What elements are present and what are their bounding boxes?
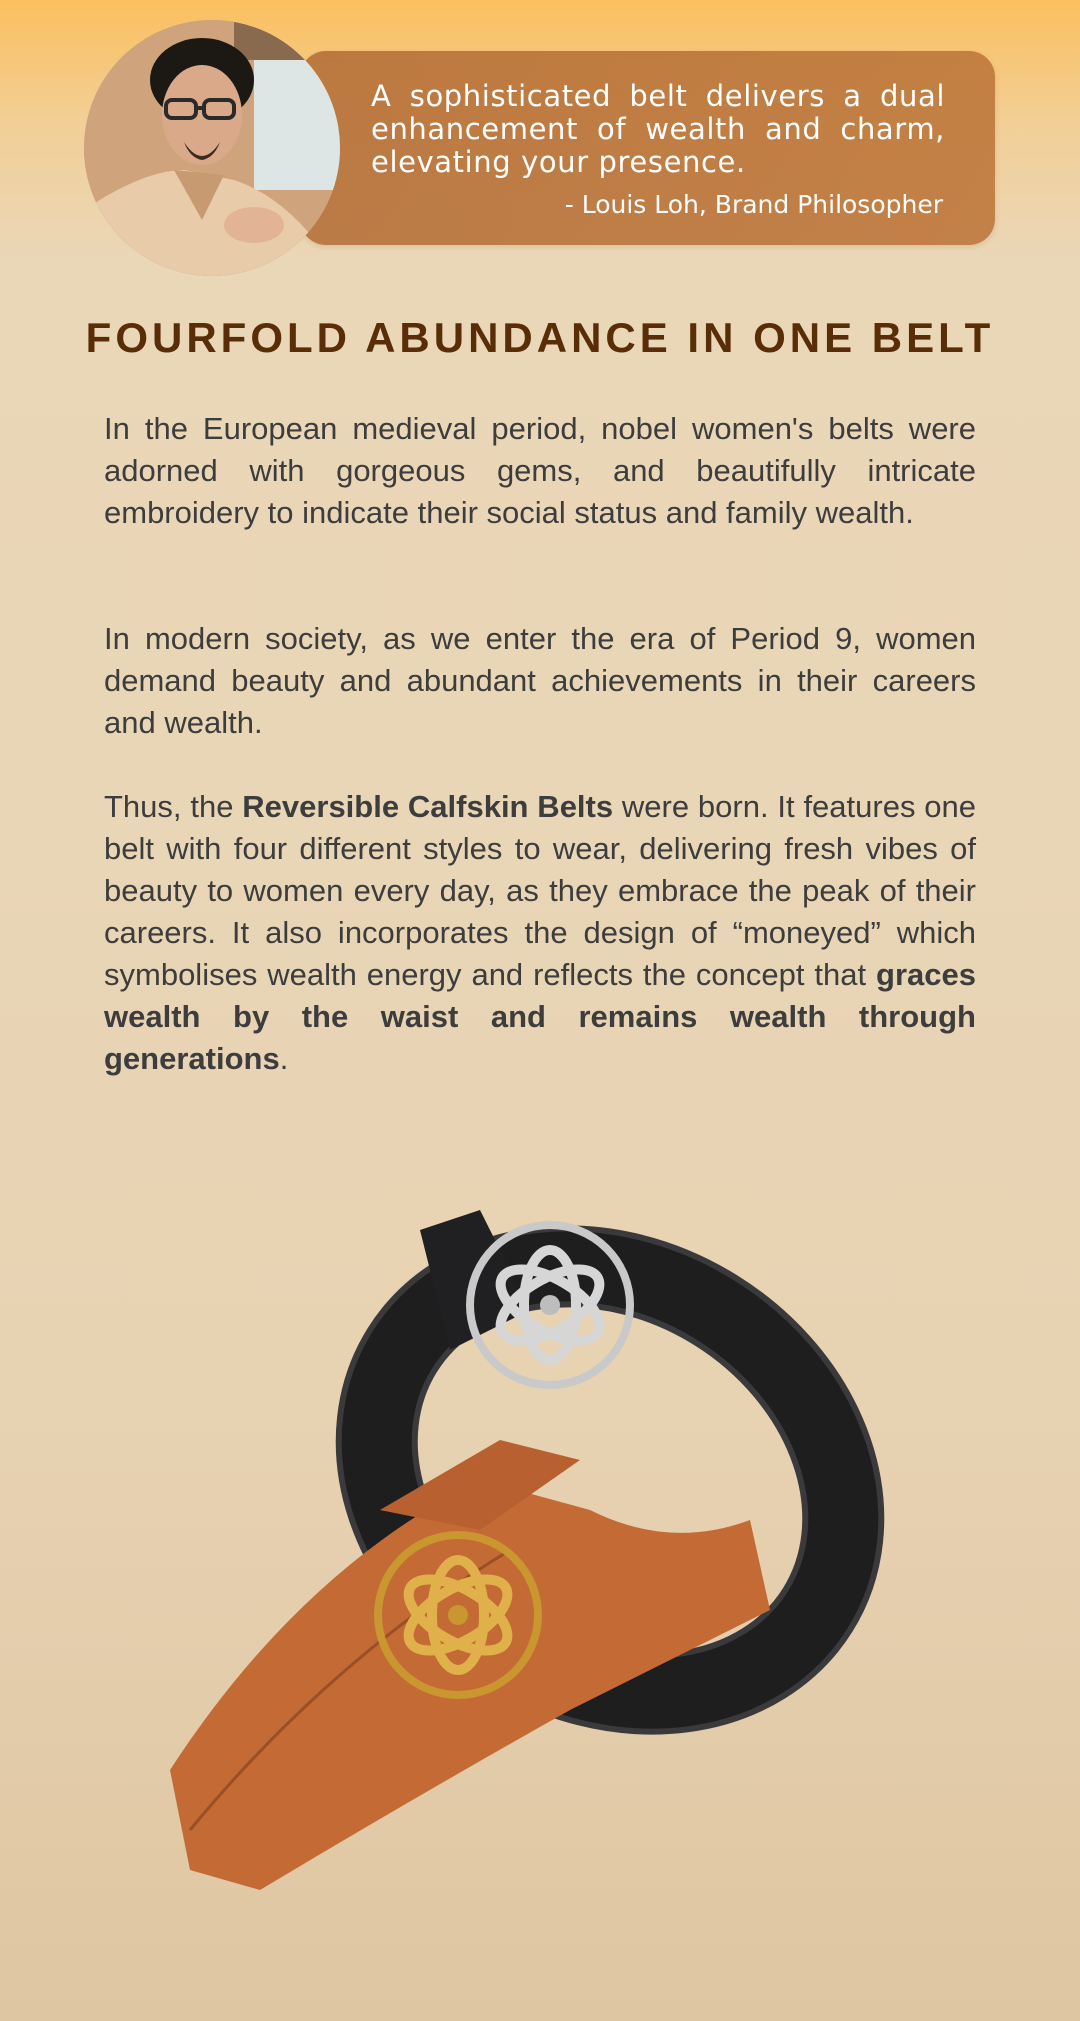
p3-text-1: Thus, the	[104, 789, 243, 824]
section-heading: FOURFOLD ABUNDANCE IN ONE BELT	[85, 314, 995, 361]
paragraph-medieval: In the European medieval period, nobel women's belts were adorned with gorgeous gems, and beautifully intricate embroidery to indicate their social status and family wealth.	[104, 411, 976, 530]
p3-text-3: .	[279, 1041, 289, 1076]
quote-text: A sophisticated belt delivers a dual enhancement of wealth and charm, elevating your presence.	[371, 79, 945, 179]
quote-author: - Louis Loh, Brand Philosopher	[564, 190, 943, 219]
concept-highlight: graces wealth by the waist and remains wealth through generations	[104, 957, 976, 1076]
paragraph-product	[104, 786, 976, 1080]
p3-text-2: were born. It features one belt with four different styles to wear, delivering fresh vibes of beauty to women every day, as they embrace the peak of their careers. It also incorporates the design of “moneyed” which symbolises wealth energy and reflects the concept that	[104, 789, 976, 992]
paragraph-modern: In modern society, as we enter the era of Period 9, women demand beauty and abundant achievements in their careers and wealth.	[104, 621, 976, 740]
belts-illustration	[150, 1190, 950, 1930]
product-name: Reversible Calfskin Belts	[242, 789, 614, 824]
founder-portrait	[84, 20, 340, 276]
